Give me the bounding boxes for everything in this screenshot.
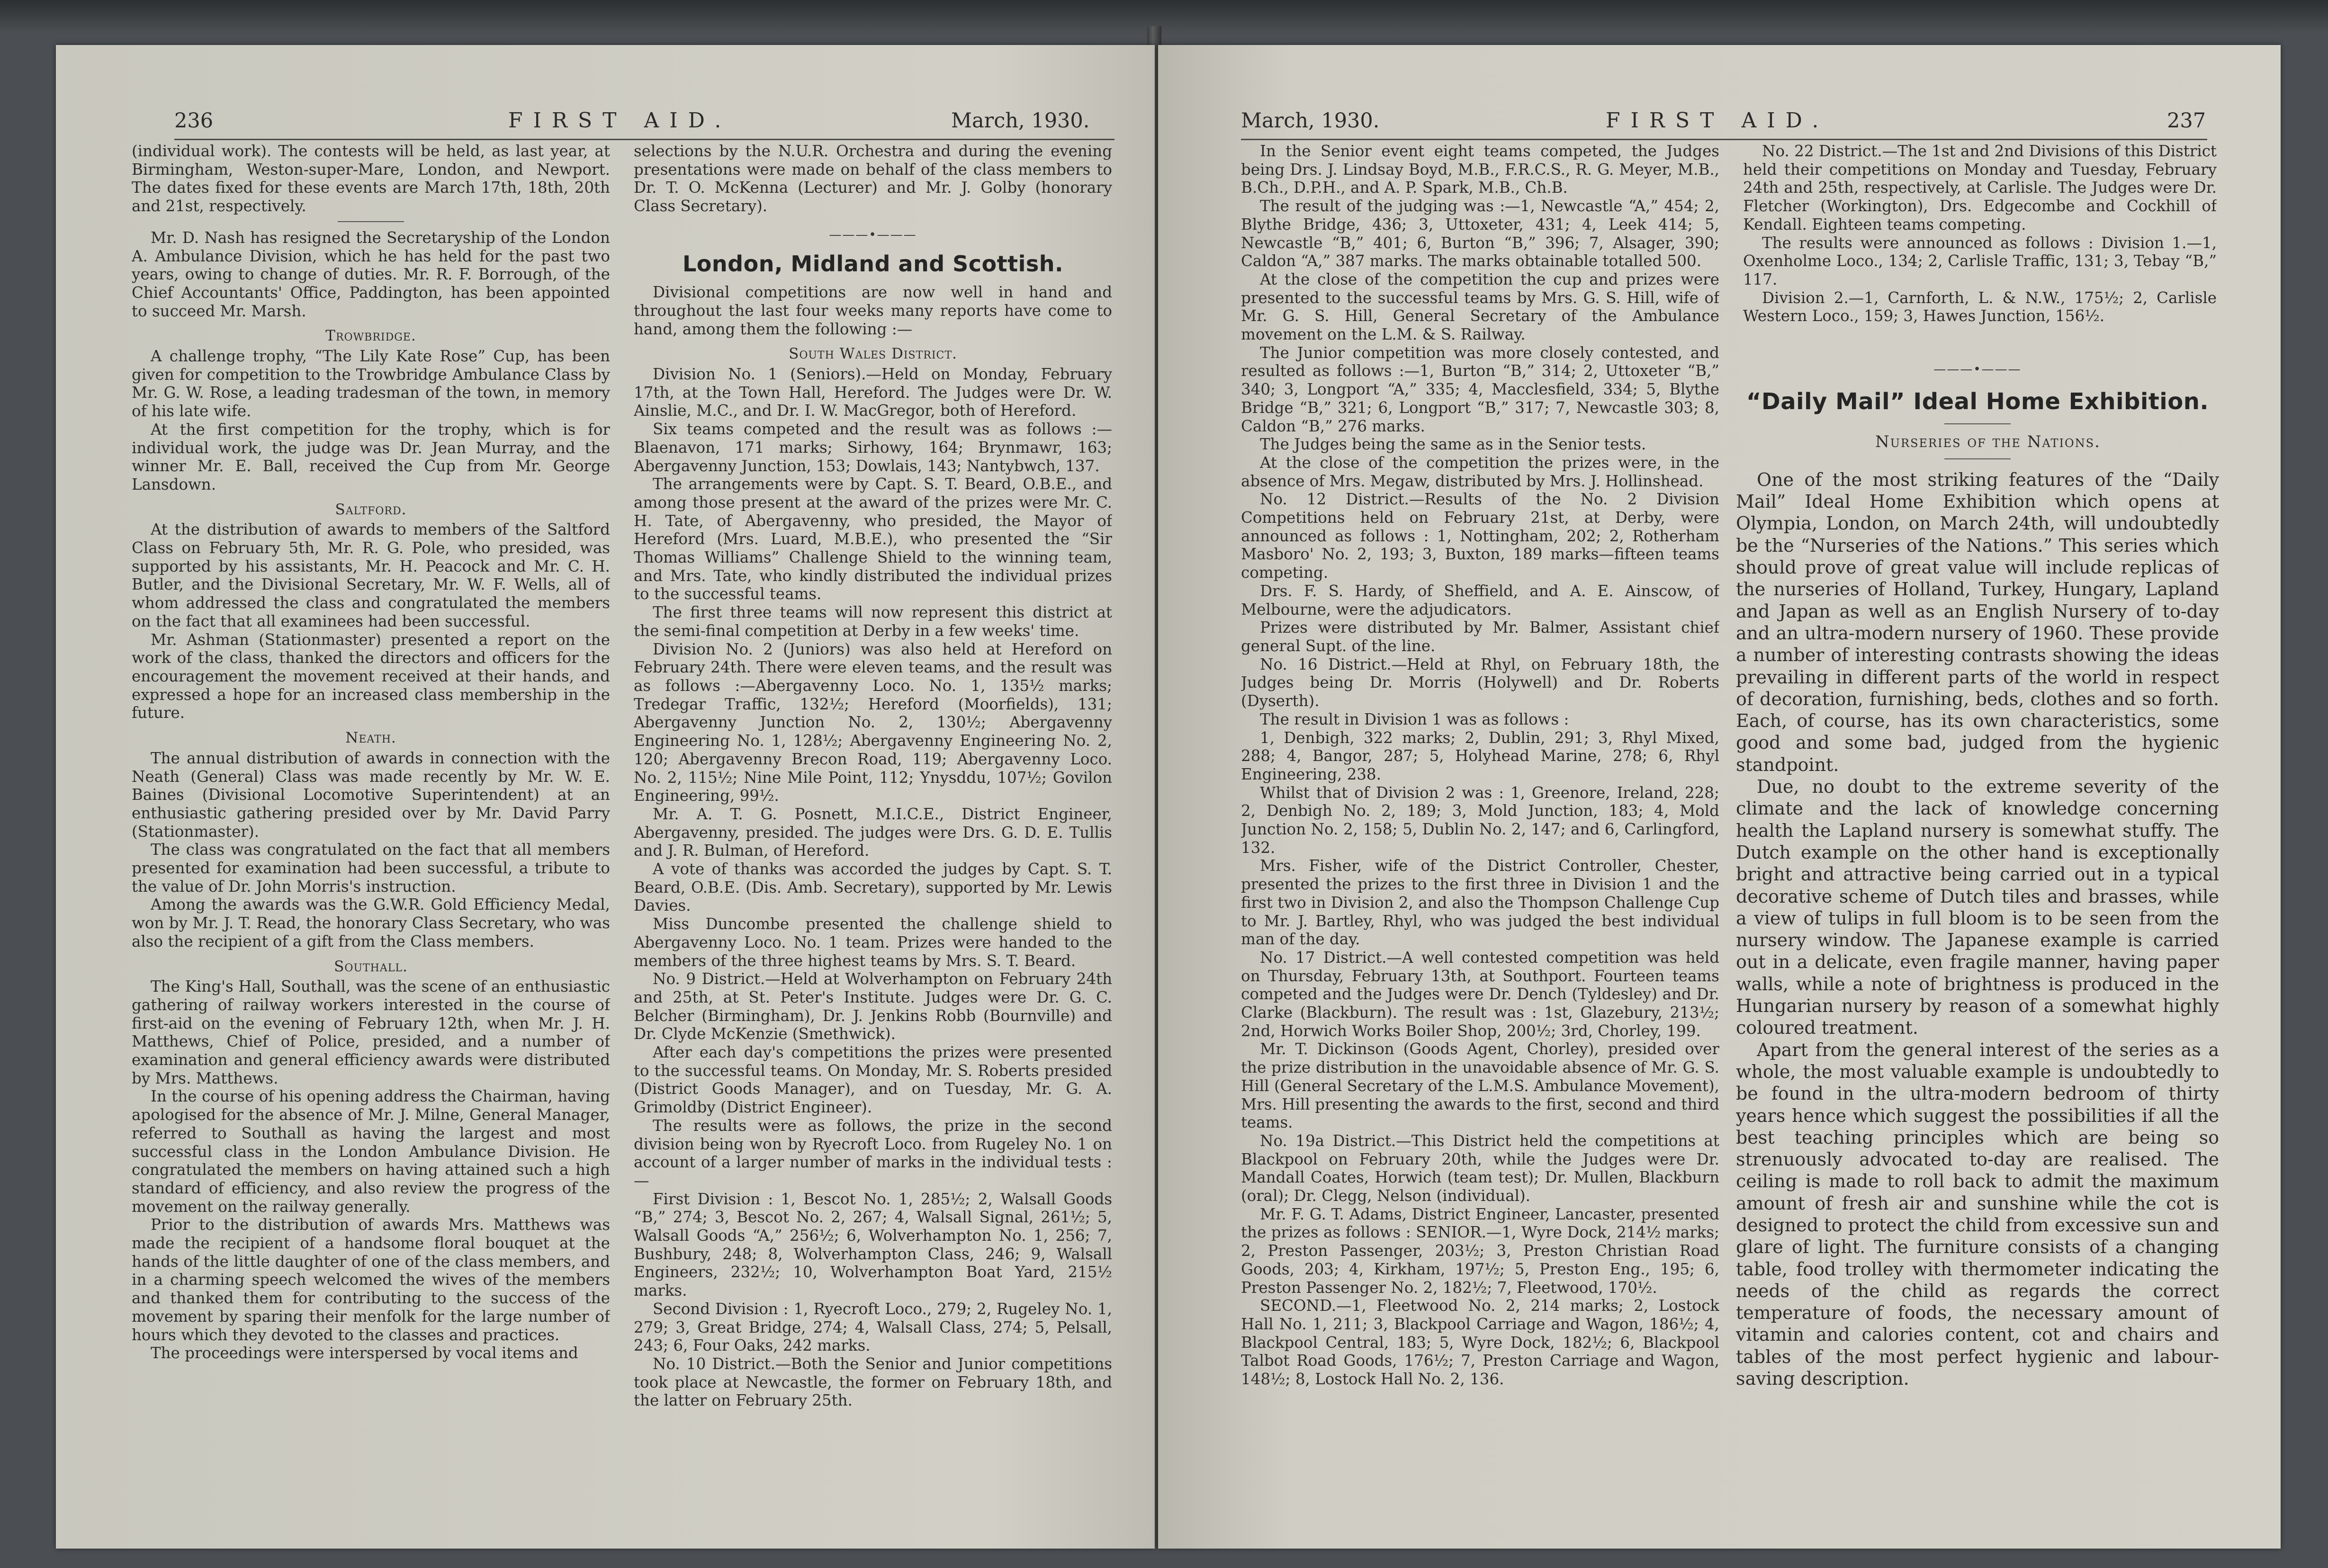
- paragraph: SECOND.—1, Fleetwood No. 2, 214 marks; 2, Lostock Hall No. 1, 211; 3, Blackpool Carriage and Wagon, 186½; 4, Blackpool Central, 183; 5, Wyre Dock, 182½; 6, Blackpool Talbot Road Goods, 176½; 7, Preston Carriage and Wagon, 148½; 8, Lostock Hall No. 2, 136.: [1241, 1297, 1719, 1389]
- paragraph: The result in Division 1 was as follows :: [1260, 710, 1569, 728]
- paragraph: No. 22 District.—The 1st and 2nd Divisions of this District held their competitions on Monday and Tuesday, February 24th and 25th, respectively, at Carlisle. The Judges were Dr. Fletcher (Workington), Drs. Edgecombe and Cockhill of Kendall. Eighteen teams competing.: [1743, 142, 2217, 233]
- section-ornament: ———•———: [1933, 362, 2022, 376]
- paragraph: The results were as follows, the prize in the second division being won by Ryecroft Loco. from Rugeley No. 1 on account of a larger number of marks in the individual tests :—: [634, 1116, 1112, 1190]
- left-page: [56, 45, 1155, 1549]
- paragraph: A vote of thanks was accorded the judges by Capt. S. T. Beard, O.B.E. (Dis. Amb. Secretary), supported by Mr. Lewis Davies.: [634, 860, 1112, 915]
- page-number: 236: [174, 109, 214, 133]
- paragraph: The class was congratulated on the fact that all members presented for examination had been successful, a tribute to the value of Dr. John Morris's instruction.: [132, 841, 610, 896]
- scan-background: [0, 0, 2328, 33]
- paragraph: Second Division : 1, Ryecroft Loco., 279; 2, Rugeley No. 1, 279; 3, Great Bridge, 274; 4, Walsall Class, 274; 5, Pelsall, 243; 6, Four Oaks, 242 marks.: [634, 1299, 1112, 1355]
- paragraph: Prior to the distribution of awards Mrs. Matthews was made the recipient of a handsome floral bouquet at the hands of the little daughter of one of the class members, and in a charming speech welcomed the wives of the members and thanked them for contributing to the success of the movement by sparing their menfolk for the large number of hours which they devoted to the classes and practices.: [132, 1216, 610, 1344]
- paragraph: Mr. A. T. G. Posnett, M.I.C.E., District Engineer, Abergavenny, presided. The judges were Drs. G. D. E. Tullis and J. R. Bulman, of Hereford.: [634, 805, 1112, 860]
- section-heading: South Wales District.: [789, 345, 957, 363]
- article-subtitle: Nurseries of the Nations.: [1875, 432, 2101, 451]
- section-heading: Trowbridge.: [325, 327, 416, 345]
- paragraph: selections by the N.U.R. Orchestra and during the evening presentations were made on behalf of the class members to Dr. T. O. McKenna (Lecturer) and Mr. J. Golby (honorary Class Secretary).: [634, 142, 1112, 215]
- paragraph: The King's Hall, Southall, was the scene of an enthusiastic gathering of railway workers interested in the course of first-aid on the evening of February 12th, when Mr. J. H. Matthews, Chief of Police, presided, and a number of examination and general efficiency awards were distributed by Mrs. Matthews.: [132, 977, 610, 1087]
- issue-date: March, 1930.: [951, 109, 1090, 133]
- paragraph: At the close of the competition the cup and prizes were presented to the successful teams by Mrs. G. S. Hill, wife of Mr. G. S. Hill, General Secretary of the Ambulance movement on the L.M. & S. Railway.: [1241, 270, 1719, 344]
- paragraph: The results were announced as follows : Division 1.—1, Oxenholme Loco., 134; 2, Carlisle Traffic, 131; 3, Tebay “B,” 117.: [1743, 233, 2217, 288]
- paragraph: The Junior competition was more closely contested, and resulted as follows :—1, Burton “B,” 314; 2, Uttoxeter “B,” 340; 3, Longport “A,” 335; 4, Macclesfield, 334; 5, Blythe Bridge “B,” 321; 6, Longport “B,” 317; 7, Newcastle 303; 8, Caldon “B,” 276 marks.: [1241, 343, 1719, 435]
- paragraph: At the first competition for the trophy, which is for individual work, the judge was Dr. Jean Murray, and the winner Mr. E. Ball, received the Cup from Mr. George Lansdown.: [132, 420, 610, 493]
- paragraph: After each day's competitions the prizes were presented to the successful teams. On Monday, Mr. S. Roberts presided (District Goods Manager), and on Tuesday, Mr. G. A. Grimoldby (District Engineer).: [634, 1043, 1112, 1117]
- right-column-2-top: [1743, 142, 2217, 341]
- left-column-1: [132, 142, 610, 1473]
- section-rule: [338, 221, 404, 222]
- issue-date: March, 1930.: [1241, 109, 1380, 133]
- paragraph: Miss Duncombe presented the challenge shield to Abergavenny Loco. No. 1 team. Prizes were handed to the members of the three highest teams by Mrs. S. T. Beard.: [634, 915, 1112, 970]
- paragraph: Division No. 1 (Seniors).—Held on Monday, February 17th, at the Town Hall, Hereford. The Judges were Dr. W. Ainslie, M.C., and Dr. I. W. MacGregor, both of Hereford.: [634, 365, 1112, 420]
- article-title: London, Midland and Scottish.: [683, 251, 1063, 277]
- article-paragraph: One of the most striking features of the “Daily Mail” Ideal Home Exhibition which opens at Olympia, London, on March 24th, will undoubtedly be the “Nurseries of the Nations.” This series which should prove of great value will include replicas of the nurseries of Holland, Turkey, Hungary, Lapland and Japan as well as an English Nursery of to-day and an ultra-modern nursery of 1960. These provide a number of interesting contrasts showing the ideas prevailing in different parts of the world in respect of decoration, furnishing, beds, clothes and so forth. Each, of course, has its own characteristics, some good and some bad, judged from the hygienic standpoint.: [1736, 469, 2219, 775]
- right-column-1: [1241, 142, 1719, 1487]
- left-column-2: [634, 142, 1112, 1473]
- paragraph: Mr. F. G. T. Adams, District Engineer, Lancaster, presented the prizes as follows : SENIOR.—1, Wyre Dock, 214½ marks; 2, Preston Passenger, 203½; 3, Preston Christian Road Goods, 203; 4, Kirkham, 197½; 5, Preston Eng., 195; 6, Preston Passenger No. 2, 182½; 7, Fleetwood, 170½.: [1241, 1205, 1719, 1297]
- right-page: [1158, 45, 2281, 1549]
- paragraph: At the close of the competition the prizes were, in the absence of Mrs. Megaw, distributed by Mrs. J. Hollinshead.: [1241, 453, 1719, 490]
- paragraph: No. 19a District.—This District held the competitions at Blackpool on February 20th, while the Judges were Dr. Mandall Coates, Horwich (team test); Dr. Mullen, Blackburn (oral); Dr. Clegg, Nelson (individual).: [1241, 1131, 1719, 1205]
- paragraph: Division 2.—1, Carnforth, L. & N.W., 175½; 2, Carlisle Western Loco., 159; 3, Hawes Junction, 156½.: [1743, 288, 2217, 325]
- paragraph: (individual work). The contests will be held, as last year, at Birmingham, Weston-super-Mare, London, and Newport. The dates fixed for these events are March 17th, 18th, 20th and 21st, respectively.: [132, 142, 610, 215]
- paragraph: The result of the judging was :—1, Newcastle “A,” 454; 2, Blythe Bridge, 436; 3, Uttoxeter, 431; 4, Leek 414; 5, Newcastle “B,” 401; 6, Burton “B,” 396; 7, Alsager, 390; Caldon “A,” 387 marks. The marks obtainable totalled 500.: [1241, 197, 1719, 270]
- paragraph: The proceedings were interspersed by vocal items and: [151, 1344, 578, 1362]
- paragraph: First Division : 1, Bescot No. 1, 285½; 2, Walsall Goods “B,” 274; 3, Bescot No. 2, 267; 4, Walsall Signal, 261½; 5, Walsall Goods “A,” 256½; 6, Wolverhampton No. 1, 256; 7, Bushbury, 248; 8, Wolverhampton Class, 246; 9, Walsall Engineers, 232½; 10, Wolverhampton Boat Yard, 215½ marks.: [634, 1190, 1112, 1300]
- section-ornament: ———•———: [829, 227, 917, 242]
- header-rule: [174, 139, 1115, 140]
- journal-title: FIRST AID.: [508, 108, 732, 133]
- paragraph: Drs. F. S. Hardy, of Sheffield, and A. E. Ainscow, of Melbourne, were the adjudicators.: [1241, 582, 1719, 618]
- paragraph: In the Senior event eight teams competed, the Judges being Drs. J. Lindsay Boyd, M.B., F.R.C.S., R. G. Meyer, M.B., B.Ch., D.P.H., and A. P. Spark, M.B., Ch.B.: [1241, 142, 1719, 197]
- paragraph: No. 9 District.—Held at Wolverhampton on February 24th and 25th, at St. Peter's Institute. Judges were Dr. G. C. Belcher (Birmingham), Dr. J. Jenkins Robb (Bournville) and Dr. Clyde McKenzie (Smethwick).: [634, 970, 1112, 1043]
- paragraph: Mr. Ashman (Stationmaster) presented a report on the work of the class, thanked the directors and officers for the encouragement the movement received at their hands, and expressed a hope for an increased class membership in the future.: [132, 630, 610, 722]
- paragraph: The Judges being the same as in the Senior tests.: [1260, 435, 1646, 454]
- journal-title: FIRST AID.: [1606, 108, 1829, 133]
- paragraph: Division No. 2 (Juniors) was also held at Hereford on February 24th. There were eleven teams, and the result was as follows :—Abergavenny Loco. No. 1, 135½ marks; Tredegar Traffic, 132½; Hereford (Moorfields), 131; Abergavenny Junction No. 2, 130½; Abergavenny Engineering No. 1, 128½; Abergavenny Engineering No. 2, 120; Abergavenny Brecon Road, 119; Abergavenny Loco. No. 2, 115½; Nine Mile Point, 112; Ynysddu, 107½; Govilon Engineering, 99½.: [634, 640, 1112, 805]
- paragraph: 1, Denbigh, 322 marks; 2, Dublin, 291; 3, Rhyl Mixed, 288; 4, Bangor, 287; 5, Holyhead Marine, 278; 6, Rhyl Engineering, 238.: [1241, 728, 1719, 783]
- paragraph: Mr. D. Nash has resigned the Secretaryship of the London A. Ambulance Division, which he has held for the past two years, owing to change of duties. Mr. R. F. Borrough, of the Chief Accountants' Office, Paddington, has been appointed to succeed Mr. Marsh.: [132, 228, 610, 320]
- paragraph: No. 10 District.—Both the Senior and Junior competitions took place at Newcastle, the former on February 18th, and the latter on February 25th.: [634, 1355, 1112, 1410]
- subtitle-rule: [1944, 458, 2011, 459]
- paragraph: At the distribution of awards to members of the Saltford Class on February 5th, Mr. R. G. Pole, who presided, was supported by his assistants, Mr. H. Peacock and Mr. C. H. Butler, and the Divisional Secretary, Mr. W. F. Wells, all of whom addressed the class and congratulated the members on the fact that all examinees had been successful.: [132, 520, 610, 630]
- paragraph: The arrangements were by Capt. S. T. Beard, O.B.E., and among those present at the award of the prizes were Mr. C. H. Tate, of Abergavenny, who presided, the Mayor of Hereford (Mrs. Luard, M.B.E.), who presented the “Sir Thomas Williams” Challenge Shield to the winning team, and Mrs. Tate, who kindly distributed the individual prizes to the successful teams.: [634, 475, 1112, 603]
- paragraph: Prizes were distributed by Mr. Balmer, Assistant chief general Supt. of the line.: [1241, 618, 1719, 655]
- paragraph: No. 17 District.—A well contested competition was held on Thursday, February 13th, at Southport. Fourteen teams competed and the Judges were Dr. Dench (Tyldesley) and Dr. Clarke (Blackburn). The result was : 1st, Glazebury, 213½; 2nd, Horwich Works Boiler Shop, 200½; 3rd, Chorley, 199.: [1241, 948, 1719, 1040]
- paragraph: Mrs. Fisher, wife of the District Controller, Chester, presented the prizes to the first three in Division 1 and the first two in Division 2, and also the Thompson Challenge Cup to Mr. J. Bartley, Rhyl, who was judged the best individual man of the day.: [1241, 857, 1719, 949]
- paragraph: The annual distribution of awards in connection with the Neath (General) Class was made recently by Mr. W. E. Baines (Divisional Locomotive Superintendent) at an enthusiastic gathering presided over by Mr. David Parry (Stationmaster).: [132, 749, 610, 841]
- paragraph: No. 12 District.—Results of the No. 2 Division Competitions held on February 21st, at Derby, were announced as follows : 1, Nottingham, 202; 2, Rotherham Masboro' No. 2, 193; 3, Buxton, 189 marks—fifteen teams competing.: [1241, 490, 1719, 582]
- paragraph: In the course of his opening address the Chairman, having apologised for the absence of Mr. J. Milne, General Manager, referred to Southall as having the largest and most successful class in the London Ambulance Division. He congratulated the members on having attained such a high standard of efficiency, and also review the progress of the movement on the railway generally.: [132, 1087, 610, 1216]
- paragraph: Whilst that of Division 2 was : 1, Greenore, Ireland, 228; 2, Denbigh No. 2, 189; 3, Mold Junction, 183; 4, Mold Junction No. 2, 158; 5, Dublin No. 2, 147; and 6, Carlingford, 132.: [1241, 783, 1719, 857]
- section-heading: Saltford.: [335, 501, 407, 518]
- paragraph: A challenge trophy, “The Lily Kate Rose” Cup, has been given for competition to the Trowbridge Ambulance Class by Mr. G. W. Rose, a leading tradesman of the town, in memory of his late wife.: [132, 347, 610, 421]
- article-title: “Daily Mail” Ideal Home Exhibition.: [1746, 388, 2209, 415]
- paragraph: Among the awards was the G.W.R. Gold Efficiency Medal, won by Mr. J. T. Read, the honorary Class Secretary, who was also the recipient of a gift from the Class members.: [132, 896, 610, 950]
- paragraph: Divisional competitions are now well in hand and throughout the last four weeks many reports have come to hand, among them the following :—: [634, 283, 1112, 338]
- title-rule: [1944, 423, 2011, 424]
- header-rule: [1241, 139, 2207, 140]
- page-number: 237: [2167, 109, 2206, 133]
- paragraph: The first three teams will now represent this district at the semi-final competition at Derby in a few weeks' time.: [634, 603, 1112, 640]
- ideal-home-article: [1736, 348, 2219, 1499]
- section-heading: Neath.: [345, 729, 396, 747]
- article-paragraph: Due, no doubt to the extreme severity of the climate and the lack of knowledge concerning health the Lapland nursery is somewhat stuffy. The Dutch example on the other hand is exceptionally bright and attractive being carried out in a typical decorative scheme of Dutch tiles and brasses, while a view of tulips in full bloom is to be seen from the nursery window. The Japanese example is carried out in a delicate, even fragile manner, having paper walls, while a note of brightness is produced in the Hungarian nursery by reason of a somewhat highly coloured treatment.: [1736, 776, 2219, 1039]
- paragraph: No. 16 District.—Held at Rhyl, on February 18th, the Judges being Dr. Morris (Holywell) and Dr. Roberts (Dyserth).: [1241, 655, 1719, 710]
- paragraph: Six teams competed and the result was as follows :— Blaenavon, 171 marks; Sirhowy, 164; Brynmawr, 163; Abergavenny Junction, 153; Dowlais, 143; Nantybwch, 137.: [634, 420, 1112, 475]
- section-heading: Southall.: [334, 958, 408, 975]
- paragraph: Mr. T. Dickinson (Goods Agent, Chorley), presided over the prize distribution in the unavoidable absence of Mr. G. S. Hill (General Secretary of the L.M.S. Ambulance Movement), Mrs. Hill presenting the awards to the first, second and third teams.: [1241, 1040, 1719, 1132]
- article-paragraph: Apart from the general interest of the series as a whole, the most valuable example is undoubtedly to be found in the ultra-modern bedroom of thirty years hence which suggest the possibilities if all the best teaching principles which are being so strenuously advocated to-day are realised. The ceiling is made to roll back to admit the maximum amount of fresh air and sunshine while the cot is designed to protect the child from excessive sun and glare of light. The furniture consists of a changing table, food trolley with thermometer indicating the needs of the child as regards the correct temperature of foods, the necessary amount of vitamin and calories content, cot and chairs and tables of the most perfect hygienic and labour-saving description.: [1736, 1039, 2219, 1389]
